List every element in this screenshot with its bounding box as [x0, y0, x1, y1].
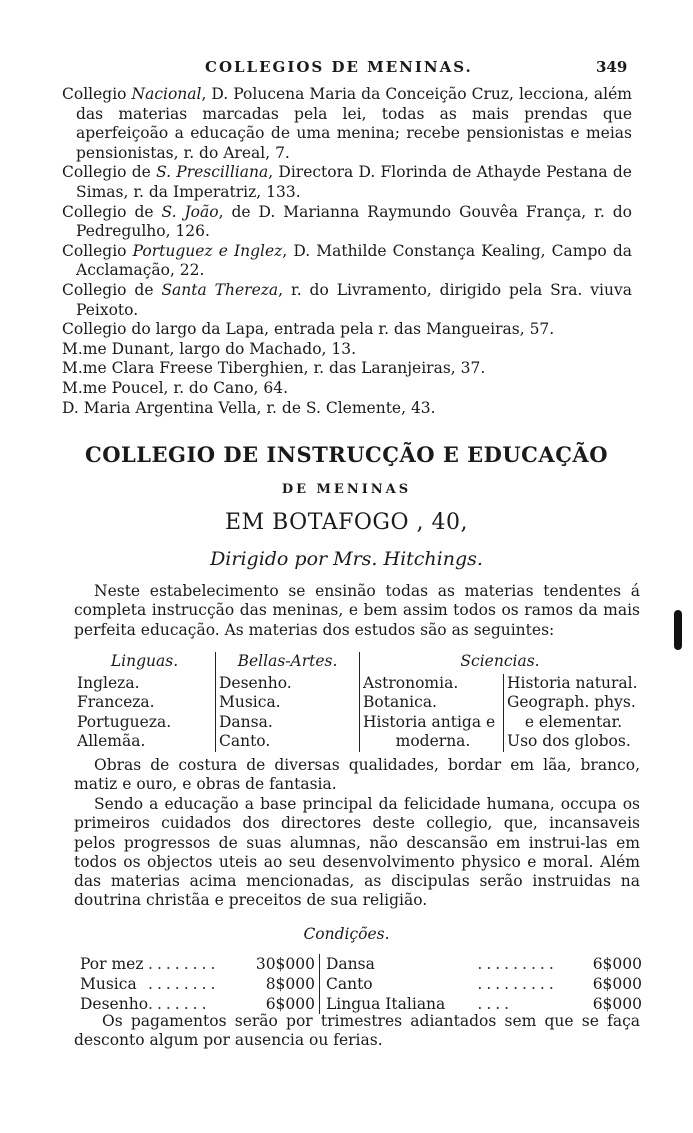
section-title: COLLEGIO DE INSTRUCÇÃO E EDUCAÇÃO	[85, 442, 608, 467]
table-row: Desenho ....... 6$000 Lingua Italiana .... 6$000	[80, 995, 642, 1013]
subjects-table	[74, 652, 640, 752]
listing-entry: Collegio Portuguez e Inglez, D. Mathilde Constança Kealing, Campo da Acclamação, 22.	[62, 241, 632, 280]
payment-terms: Os pagamentos serão por trimestres adiantados sem que se faça desconto algum por ausencia ou ferias.	[74, 1012, 640, 1050]
conditions-title: Condições.	[303, 925, 390, 943]
section-place: EM BOTAFOGO , 40,	[225, 510, 468, 535]
listing-entry: D. Maria Argentina Vella, r. de S. Clemente, 43.	[62, 398, 436, 417]
listing-entry: M.me Clara Freese Tiberghien, r. das Laranjeiras, 37.	[62, 359, 486, 378]
leader-dots: .........	[477, 975, 558, 993]
listing-entry: Collegio do largo da Lapa, entrada pela r. das Mangueiras, 57.	[62, 320, 555, 339]
table-row: Portugueza. Dansa. Historia antiga e e elementar.	[74, 713, 640, 733]
intro-paragraph: Neste estabelecimento se ensinão todas as materias tendentes á completa instrucção das meninas, e bem assim todos os ramos da mais perfeita educação. As materias dos estudos são as seguintes:	[74, 582, 640, 639]
listing-entry: Collegio de S. Prescilliana, Directora D. Florinda de Athayde Pestana de Simas, r. da Imperatriz, 133.	[62, 163, 632, 201]
table-row: Por mez ........ 30$000 Dansa ......... 6$000	[80, 955, 642, 973]
section-subtitle: DE MENINAS	[281, 482, 412, 497]
listing-entry: Collegio Nacional, D. Polucena Maria da Conceição Cruz, lecciona, além das materias marcadas pela lei, todas as mais prendas que aperfeiçoão a educação de uma menina; recebe pensionistas e meias pensionistas, r. do Areal, 7.	[62, 85, 632, 162]
running-head-title: COLLEGIOS DE MENINAS.	[205, 58, 473, 76]
listing-entry: Collegio de Santa Thereza, r. do Livramento, dirigido pela Sra. viuva Peixoto.	[62, 280, 632, 319]
sewing-paragraph: Obras de costura de diversas qualidades, bordar em lãa, branco, matiz e ouro, e obras de fantasia.	[74, 756, 640, 794]
header-bellas-artes: Bellas-Artes.	[216, 652, 360, 674]
leader-dots: .........	[477, 955, 558, 973]
fees-table	[80, 954, 642, 1014]
listing-entry: M.me Dunant, largo do Machado, 13.	[62, 339, 357, 358]
section-director: Dirigido por Mrs. Hitchings.	[210, 548, 483, 570]
header-sciencias: Sciencias.	[360, 652, 641, 674]
header-linguas: Linguas.	[110, 652, 179, 670]
page-number: 349	[596, 58, 628, 76]
table-row: Musica ........ 8$000 Canto ......... 6$000	[80, 975, 642, 993]
leader-dots: ........	[148, 975, 220, 993]
leader-dots: ....	[477, 995, 514, 1013]
table-row: Ingleza. Desenho. Astronomia. Historia natural.	[74, 674, 640, 694]
table-row: Franceza. Musica. Botanica. Geograph. phys.	[74, 693, 640, 713]
listing-entry: M.me Poucel, r. do Cano, 64.	[62, 378, 289, 397]
leader-dots: ........	[148, 955, 220, 973]
listing-entry: Collegio de S. João, de D. Marianna Raymundo Gouvêa França, r. do Pedregulho, 126.	[62, 202, 632, 241]
running-head	[0, 58, 693, 82]
table-row: Allemãa. Canto. moderna. Uso dos globos.	[74, 732, 640, 752]
page-edge-mark	[674, 610, 682, 650]
college-listing	[62, 85, 632, 418]
education-paragraph: Sendo a educação a base principal da felicidade humana, occupa os primeiros cuidados dos directores deste collegio, que, incansaveis pelos progressos de suas alumnas, não descansão em instrui-las em todos os objectos uteis ao seu desenvolvimento physico e moral. Além das materias acima mencionadas, as discipulas serão instruidas na doutrina christãa e preceitos de sua religião.	[74, 795, 640, 910]
leader-dots: .......	[148, 995, 211, 1013]
